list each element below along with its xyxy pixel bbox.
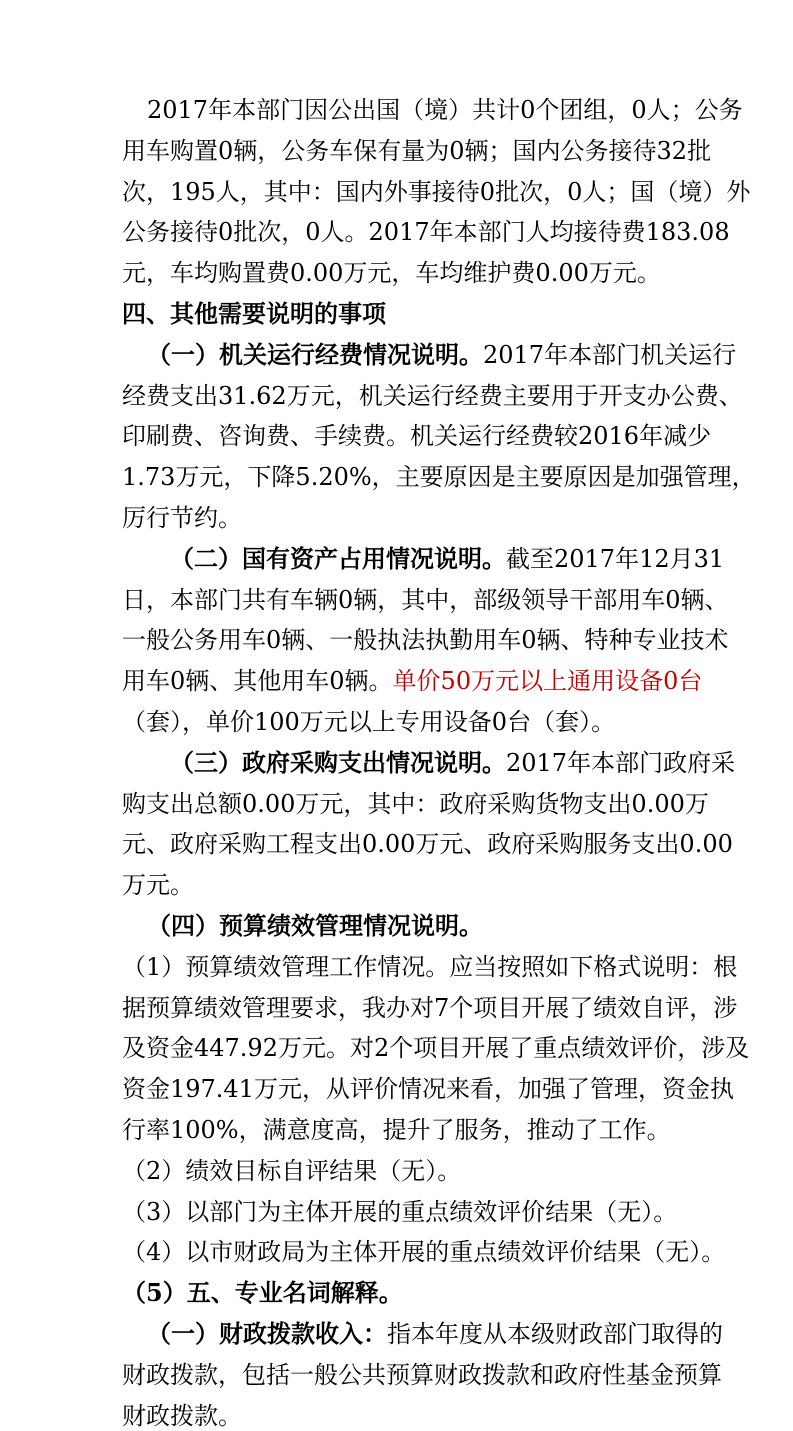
paragraph-text: 印刷费、咨询费、手续费。机关运行经费较2016年减少 [122, 422, 712, 451]
paragraph-line [122, 993, 737, 1023]
paragraph-line [122, 1237, 725, 1267]
subsection-heading: （二）国有资产占用情况说明。 [170, 543, 506, 573]
paragraph-line [122, 299, 386, 329]
paragraph-line [170, 748, 735, 778]
paragraph-text: 截至2017年12月31 [506, 544, 725, 573]
paragraph-line [122, 952, 737, 982]
paragraph-line [122, 666, 702, 696]
paragraph-text: 财政拨款，包括一般公共预算财政拨款和政府性基金预算 [122, 1360, 722, 1389]
paragraph-text: 厉行节约。 [122, 504, 242, 532]
paragraph-text: 公务接待0批次，0人。2017年本部门人均接待费183.08 [122, 218, 730, 247]
paragraph-text: 次，195人，其中：国内外事接待0批次，0人；国（境）外 [122, 177, 751, 206]
paragraph-line [122, 707, 615, 737]
paragraph-line [122, 217, 730, 247]
highlighted-text: 单价50万元以上通用设备0台 [392, 667, 703, 696]
paragraph-text: 2017年本部门因公出国（境）共计0个团组，0人；公务 [147, 96, 743, 124]
paragraph-text: （2）绩效目标自评结果（无）。 [122, 1156, 462, 1185]
paragraph-text: 用车购置0辆，公务车保有量为0辆；国内公务接待32批 [122, 136, 712, 165]
paragraph-text: 行率100%，满意度高，提升了服务，推动了工作。 [122, 1116, 671, 1144]
paragraph-text: 财政拨款。 [122, 1401, 242, 1430]
paragraph-text: （3）以部门为主体开展的重点绩效评价结果（无）。 [122, 1197, 678, 1226]
paragraph-line [122, 1033, 749, 1063]
paragraph-line [147, 1319, 723, 1349]
paragraph-line [170, 544, 724, 574]
paragraph-text: 2017年本部门机关运行 [483, 340, 737, 369]
paragraph-line [122, 421, 711, 451]
paragraph-line [122, 829, 733, 859]
paragraph-text: 万元。 [122, 871, 194, 900]
paragraph-line [122, 136, 711, 166]
paragraph-line [122, 462, 756, 492]
paragraph-text: 一般公务用车0辆、一般执法执勤用车0辆、特种专业技术 [122, 626, 729, 655]
paragraph-line [122, 258, 661, 288]
paragraph-text: （套），单价100万元以上专用设备0台（套）。 [122, 708, 616, 736]
paragraph-text: 1.73万元，下降5.20%，主要原因是主要原因是加强管理， [122, 463, 756, 492]
paragraph-line [122, 381, 743, 411]
paragraph-text: 资金197.41万元，从评价情况来看，加强了管理，资金执 [122, 1075, 734, 1104]
subsection-heading: （一）机关运行经费情况说明。 [147, 339, 483, 369]
section-heading: 四、其他需要说明的事项 [122, 299, 386, 328]
subsection-heading: （一）财政拨款收入： [147, 1319, 387, 1348]
paragraph-line [122, 1074, 734, 1104]
paragraph-line [122, 1360, 722, 1390]
section-heading: （5）五、专业名词解释。 [122, 1278, 403, 1308]
paragraph-line [122, 1401, 242, 1431]
paragraph-line [122, 585, 729, 615]
subsection-heading: （四）预算绩效管理情况说明。 [147, 911, 483, 940]
paragraph-line [147, 911, 483, 941]
paragraph-line [122, 870, 194, 900]
paragraph-text: 指本年度从本级财政部门取得的 [387, 1320, 723, 1348]
paragraph-text: 经费支出31.62万元，机关运行经费主要用于开支办公费、 [122, 381, 743, 410]
paragraph-line [122, 1156, 461, 1186]
paragraph-line [122, 1115, 671, 1145]
paragraph-text: 据预算绩效管理要求，我办对7个项目开展了绩效自评，涉 [122, 993, 738, 1022]
paragraph-line [122, 789, 709, 819]
paragraph-line [147, 95, 743, 125]
paragraph-line [122, 503, 242, 533]
paragraph-text: （1）预算绩效管理工作情况。应当按照如下格式说明：根 [122, 952, 738, 981]
paragraph-text: 购支出总额0.00万元，其中：政府采购货物支出0.00万 [122, 789, 709, 818]
paragraph-line [147, 340, 736, 370]
paragraph-text: 元，车均购置费0.00万元，车均维护费0.00万元。 [122, 259, 661, 288]
paragraph-text: 2017年本部门政府采 [506, 748, 736, 777]
paragraph-text: （4）以市财政局为主体开展的重点绩效评价结果（无）。 [122, 1238, 726, 1267]
subsection-heading: （三）政府采购支出情况说明。 [170, 747, 506, 777]
paragraph-text: 日，本部门共有车辆0辆，其中，部级领导干部用车0辆、 [122, 585, 729, 614]
paragraph-line [122, 1278, 403, 1308]
paragraph-line [122, 1197, 677, 1227]
paragraph-line [122, 625, 729, 655]
paragraph-text: 用车0辆、其他用车0辆。 [122, 667, 393, 696]
paragraph-line [122, 177, 750, 207]
paragraph-text: 及资金447.92万元。对2个项目开展了重点绩效评价，涉及 [122, 1034, 750, 1063]
paragraph-text: 元、政府采购工程支出0.00万元、政府采购服务支出0.00 [122, 830, 733, 859]
